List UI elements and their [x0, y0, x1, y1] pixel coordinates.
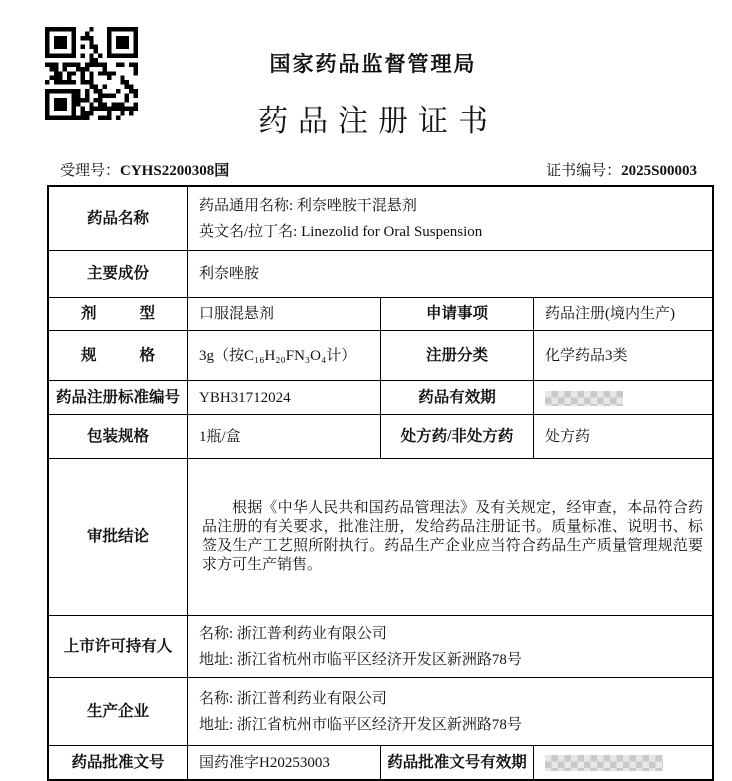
redacted-approval-validity: [545, 755, 663, 771]
field-label-license-holder: 上市许可持有人: [49, 615, 187, 677]
field-label-package-spec: 包装规格: [49, 414, 187, 458]
field-label-drug-validity: 药品有效期: [380, 380, 533, 414]
field-label-approval-conclusion: 审批结论: [49, 458, 187, 615]
certificate-table: [47, 185, 714, 781]
field-label-manufacturer: 生产企业: [49, 677, 187, 745]
meta-row: [60, 159, 697, 180]
drug-generic-name: 药品通用名称: 利奈唑胺干混悬剂: [199, 197, 417, 214]
field-value-license-holder: [187, 615, 712, 677]
field-value-standard-number: YBH31712024: [187, 380, 380, 414]
field-value-drug-name: [187, 187, 712, 250]
field-value-application: 药品注册(境内生产): [533, 297, 712, 330]
acceptance-number-value: CYHS2200308国: [120, 163, 230, 179]
field-value-rx-type: 处方药: [533, 414, 712, 458]
manufacturer-name: 名称: 浙江普利药业有限公司: [199, 690, 387, 707]
certificate-number-value: 2025S00003: [621, 163, 697, 179]
field-value-drug-validity: [533, 380, 712, 414]
specification-label-text: 规格: [81, 346, 155, 364]
field-label-specification: [49, 330, 187, 380]
field-label-rx-type: 处方药/非处方药: [380, 414, 533, 458]
holder-name: 名称: 浙江普利药业有限公司: [199, 625, 387, 642]
drug-english-name: 英文名/拉丁名: Linezolid for Oral Suspension: [199, 223, 483, 240]
field-value-registration-class: 化学药品3类: [533, 330, 712, 380]
field-value-manufacturer: [187, 677, 712, 745]
acceptance-number-label: 受理号：: [60, 163, 121, 179]
acceptance-number: [60, 159, 229, 180]
field-label-ingredient: 主要成份: [49, 250, 187, 297]
field-label-dosage-form: [49, 297, 187, 330]
field-label-standard-number: 药品注册标准编号: [49, 380, 187, 414]
field-label-approval-number: 药品批准文号: [49, 745, 187, 779]
field-value-specification: 3g（按C₁₆H₂₀FN₃O₄计）: [187, 330, 380, 380]
field-label-registration-class: 注册分类: [380, 330, 533, 380]
dosage-form-label-text: 剂型: [81, 305, 155, 322]
field-label-application: 申请事项: [380, 297, 533, 330]
field-label-approval-validity: 药品批准文号有效期: [380, 745, 533, 779]
document-title: 药品注册证书: [258, 105, 498, 138]
approval-conclusion-text: 根据《中华人民共和国药品管理法》及有关规定，经审查，本品符合药品注册的有关要求，批准注册，发给药品注册证书。质量标准、说明书、标签及生产工艺照所附执行。药品生产企业应当符合药品生产质量管理规范要求方可生产销售。: [202, 500, 703, 573]
field-value-approval-validity: [533, 745, 712, 779]
field-value-package-spec: 1瓶/盒: [187, 414, 380, 458]
document-header: [0, 48, 732, 140]
redacted-drug-validity: [545, 391, 623, 406]
issuing-authority: 国家药品监督管理局: [269, 53, 477, 76]
field-value-ingredient: 利奈唑胺: [187, 250, 712, 297]
manufacturer-address: 地址: 浙江省杭州市临平区经济开发区新洲路78号: [199, 716, 522, 733]
holder-address: 地址: 浙江省杭州市临平区经济开发区新洲路78号: [199, 651, 522, 668]
field-value-approval-conclusion: [187, 458, 712, 615]
field-value-dosage-form: 口服混悬剂: [187, 297, 380, 330]
field-value-approval-number: 国药准字H20253003: [187, 745, 380, 779]
certificate-number: [546, 159, 697, 180]
field-label-drug-name: 药品名称: [86, 209, 149, 227]
certificate-number-label: 证书编号：: [546, 163, 622, 179]
